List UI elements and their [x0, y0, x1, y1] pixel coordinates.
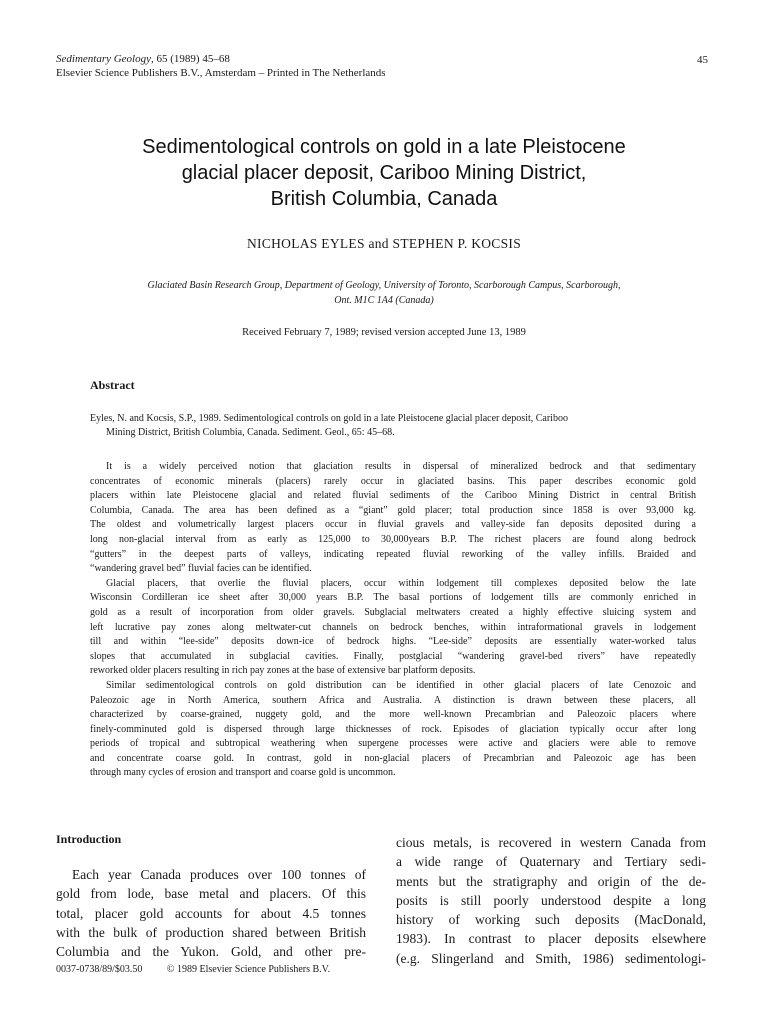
- abstract-line: Paleozoic age in North America, southern Africa and Australia. A distinction is drawn between these placers, all: [90, 694, 696, 706]
- body-line: gold from lode, base metal and placers. Of this: [56, 886, 366, 902]
- citation-line: Eyles, N. and Kocsis, S.P., 1989. Sedimentological controls on gold in a late Pleistocene glacial placer deposit, Cariboo: [90, 413, 568, 424]
- abstract-line: gold as a result of incorporation from older gravels. Subglacial meltwaters created a highly effective sluicing system and: [90, 606, 696, 618]
- authors: NICHOLAS EYLES and STEPHEN P. KOCSIS: [246, 236, 522, 251]
- abstract-line: and concentrate coarse gold. In contrast, gold in non-glacial placers of Precambrian and Paleozoic age has been: [90, 752, 696, 764]
- abstract-line: slopes that accumulated in subglacial cavities. Finally, postglacial “wandering gravel-bed rivers” have repeatedly: [90, 650, 696, 662]
- abstract-line: Wisconsin Cordilleran ice sheet after 30,000 years B.P. The basal portions of lodgement tills are commonly enriched in: [90, 592, 696, 604]
- abstract-line: It is a widely perceived notion that glaciation results in dispersal of mineralized bedrock and that sedimentary: [106, 461, 696, 472]
- left-column-text: [56, 865, 366, 961]
- body-line: Columbia and the Yukon. Gold, and other pre-: [56, 944, 366, 960]
- abstract-paragraph: [90, 577, 696, 679]
- footer-copyright: © 1989 Elsevier Science Publishers B.V.: [166, 964, 331, 975]
- abstract-line: placers within late Pleistocene glacial and related fluvial sediments of the Cariboo Mining District in central British: [90, 490, 696, 502]
- received-dates: Received February 7, 1989; revised version accepted June 13, 1989: [242, 327, 526, 338]
- abstract-line: “wandering gravel bed” fluvial facies can be identified.: [90, 563, 312, 575]
- abstract-paragraph: [90, 460, 696, 577]
- abstract-line: concentrates of economic minerals (placers) rarely occur in glaciated basins. This paper describes economic gold: [90, 475, 696, 487]
- journal-name: Sedimentary Geology: [56, 53, 151, 65]
- title-line: British Columbia, Canada: [270, 188, 498, 210]
- abstract-line: till and within “lee-side” deposits down-ice of bedrock highs. “Lee-side” deposits are essentially water-worked talus: [90, 636, 696, 648]
- abstract-line: “gutters” in the deepest parts of valleys, indicating repeated fluvial reworking of the valley infills. Braided and: [90, 548, 696, 560]
- right-column-text: [396, 833, 706, 968]
- body-line: posits is still poorly understood despite a long: [396, 892, 706, 908]
- abstract-line: finely-comminuted gold is dispersed through large thicknesses of rock. Episodes of glaciation typically occur after long: [90, 723, 696, 735]
- abstract-line: Glacial placers, that overlie the fluvial placers, occur within lodgement till complexes deposited below the late: [106, 577, 696, 589]
- affiliation-line: Ont. M1C 1A4 (Canada): [334, 295, 434, 306]
- footer-code: 0037-0738/89/$03.50: [56, 964, 143, 975]
- page-number: 45: [697, 54, 708, 66]
- abstract-paragraph: [90, 679, 696, 781]
- footer: [56, 964, 352, 975]
- abstract-line: long non-glacial interval from as early as 125,000 to 30,000years B.P. The richest placers are found along bedrock: [90, 533, 696, 545]
- body-line: (e.g. Slingerland and Smith, 1986) sedimentologi-: [396, 950, 706, 966]
- affiliation-line: Glaciated Basin Research Group, Department of Geology, University of Toronto, Scarborough Campus, Scarborough,: [147, 280, 621, 291]
- publisher-line: Elsevier Science Publishers B.V., Amsterdam – Printed in The Netherlands: [56, 67, 386, 79]
- title-line: glacial placer deposit, Cariboo Mining District,: [181, 162, 587, 184]
- abstract-line: left lucrative pay zones along meltwater-cut channels on bedrock benches, within intraformational gravels in lodgement: [90, 621, 696, 633]
- abstract-line: Similar sedimentological controls on gold distribution can be identified in other glacial placers of late Cenozoic and: [106, 679, 696, 691]
- abstract-line: reworked older placers resulting in rich pay zones at the base of extensive bar platform deposits.: [90, 665, 476, 677]
- journal-header: [56, 52, 386, 80]
- introduction-heading: Introduction: [56, 832, 122, 846]
- abstract-heading: Abstract: [90, 378, 135, 392]
- body-line: 1983). In contrast to placer deposits elsewhere: [396, 931, 706, 947]
- body-line: Each year Canada produces over 100 tonnes of: [72, 867, 366, 882]
- citation-line: Mining District, British Columbia, Canada. Sediment. Geol., 65: 45–68.: [106, 427, 395, 438]
- abstract-line: Columbia, Canada. The area has been defined as a “giant” gold placer; total production since 1858 is over 93,000 kg.: [90, 504, 696, 516]
- body-line: with the bulk of production shared between British: [56, 924, 366, 940]
- body-line: ments but the stratigraphy and origin of the de-: [396, 873, 706, 889]
- affiliation: [80, 278, 688, 308]
- journal-citation: , 65 (1989) 45–68: [151, 53, 230, 65]
- abstract-body: [90, 460, 696, 781]
- paper-title: [60, 134, 708, 212]
- body-line: a wide range of Quaternary and Tertiary sedi-: [396, 854, 706, 870]
- body-line: total, placer gold accounts for about 4.5 tonnes: [56, 905, 366, 921]
- abstract-line: characterized by coarse-grained, nuggety gold, and the more well-known Precambrian and Paleozoic placers where: [90, 709, 696, 721]
- title-line: Sedimentological controls on gold in a late Pleistocene: [142, 136, 626, 158]
- abstract-line: through many cycles of erosion and transport and coarse gold is uncommon.: [90, 767, 396, 779]
- body-line: history of working such deposits (MacDonald,: [396, 912, 706, 928]
- abstract-line: periods of tropical and subtropical weathering when supergene processes were active and glaciers were able to remove: [90, 738, 696, 750]
- abstract-line: The oldest and volumetrically largest placers occur in fluvial gravels and valley-side fan deposits deposited during a: [90, 519, 696, 531]
- body-line: cious metals, is recovered in western Canada from: [396, 835, 706, 850]
- citation: [90, 412, 698, 440]
